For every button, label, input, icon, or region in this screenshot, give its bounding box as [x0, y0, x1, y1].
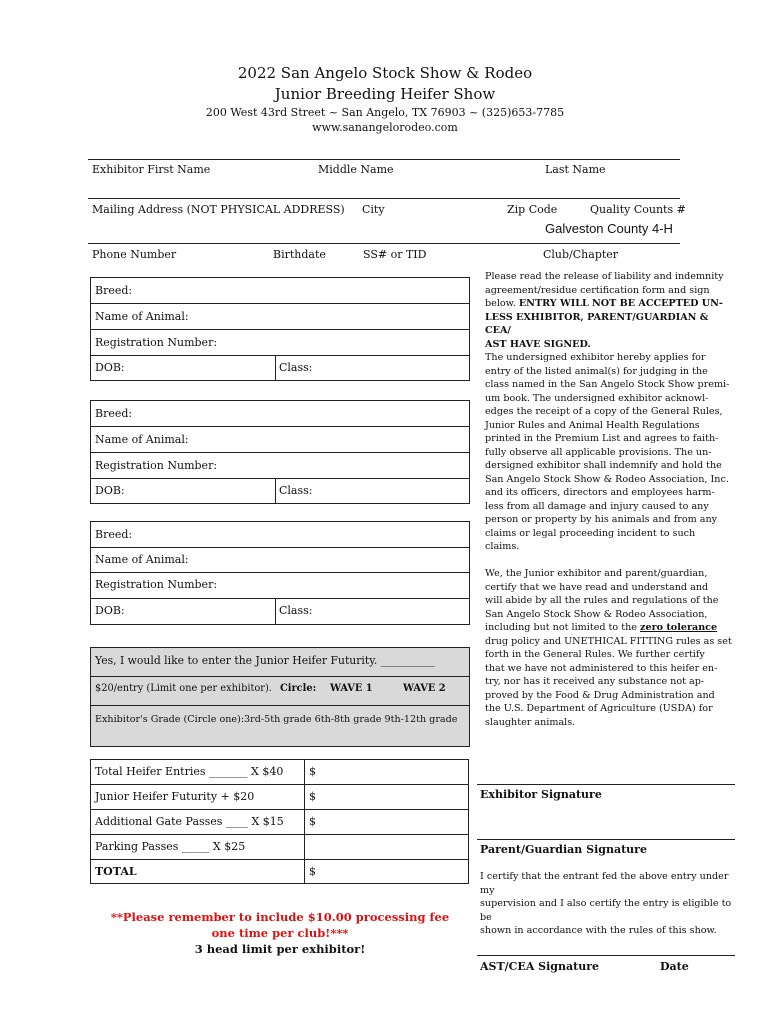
text-line: that we have not administered to this heifer en- [485, 662, 718, 674]
text-line: claims. [485, 541, 520, 552]
text-line: the U.S. Department of Agriculture (USDA) for [485, 703, 713, 714]
text-line: drug policy and UNETHICAL FITTING rules as set [485, 635, 732, 647]
class-label[interactable]: Class: [279, 604, 313, 617]
club-value[interactable]: Galveston County 4-H [545, 221, 673, 236]
first-name-label: Exhibitor First Name [92, 163, 211, 176]
text-line: supervision and I also certify the entry is eligible to be [480, 898, 732, 923]
divider [90, 303, 470, 304]
text-line: AST HAVE SIGNED. [485, 338, 591, 350]
divider [275, 598, 276, 625]
organization-website[interactable]: www.sanangelorodeo.com [312, 121, 458, 134]
club-chapter-label: Club/Chapter [543, 248, 619, 261]
circle-label: Circle: [280, 683, 317, 694]
grade-selection[interactable]: Exhibitor's Grade (Circle one):3rd-5th grade 6th-8th grade 9th-12th grade [95, 714, 458, 725]
mailing-address-label: Mailing Address (NOT PHYSICAL ADDRESS) [92, 203, 345, 216]
reminder-line-2: one time per club!*** [211, 926, 349, 940]
text-line: We, the Junior exhibitor and parent/guardian, [485, 568, 708, 579]
text-line: ENTRY WILL NOT BE ACCEPTED UN- [518, 298, 723, 309]
animal-name-label[interactable]: Name of Animal: [95, 310, 189, 323]
text-line: less from all damage and injury caused to any [485, 500, 709, 512]
divider [90, 355, 470, 356]
text-line: The undersigned exhibitor hereby applies for [485, 352, 706, 363]
release-paragraph-2 [485, 351, 735, 554]
fee-amount[interactable]: $ [309, 790, 316, 803]
divider [304, 759, 305, 884]
wave-1-option[interactable]: WAVE 1 [330, 683, 373, 694]
exhibitor-signature-label: Exhibitor Signature [480, 788, 602, 801]
ast-signature-line[interactable] [477, 955, 735, 956]
divider [90, 705, 470, 706]
text-line: San Angelo Stock Show & Rodeo Association, Inc. [485, 473, 729, 485]
release-paragraph-1 [485, 270, 735, 351]
text-line: edges the receipt of a copy of the General Rules, [485, 406, 723, 417]
form-subtitle: Junior Breeding Heifer Show [274, 85, 496, 103]
fee-label: Junior Heifer Futurity + $20 [95, 790, 255, 803]
total-amount[interactable]: $ [309, 865, 316, 878]
divider [275, 355, 276, 381]
class-label[interactable]: Class: [279, 484, 313, 497]
registration-label[interactable]: Registration Number: [95, 578, 218, 591]
text-line: claims or legal proceeding incident to such [485, 527, 696, 539]
text-line: below. [485, 298, 516, 309]
last-name-label: Last Name [545, 163, 606, 176]
text-line: San Angelo Stock Show & Rodeo Association, [485, 608, 708, 620]
birthdate-label: Birthdate [273, 248, 326, 261]
zero-tolerance-text: zero tolerance [640, 622, 718, 633]
divider [90, 572, 470, 573]
text-line: certify that we have read and understand and [485, 581, 709, 593]
organization-address: 200 West 43rd Street ~ San Angelo, TX 76903 ~ (325)653-7785 [205, 106, 565, 119]
divider [90, 452, 470, 453]
text-line: dersigned exhibitor shall indemnify and hold the [485, 460, 722, 471]
text-line: Please read the release of liability and indemnity [485, 271, 724, 282]
divider [90, 426, 470, 427]
text-line: class named in the San Angelo Stock Show premi- [485, 379, 730, 390]
breed-label[interactable]: Breed: [95, 407, 133, 420]
registration-label[interactable]: Registration Number: [95, 459, 218, 472]
divider [90, 329, 470, 330]
text-line: forth in the General Rules. We further certify [485, 649, 705, 660]
wave-2-option[interactable]: WAVE 2 [403, 683, 446, 694]
name-line[interactable] [88, 159, 680, 160]
text-line: I certify that the entrant fed the above entry under my [480, 871, 729, 896]
text-line: shown in accordance with the rules of this show. [480, 925, 717, 936]
release-paragraph-3 [485, 567, 735, 729]
futurity-fee-text: $20/entry (Limit one per exhibitor). [95, 683, 272, 694]
breed-label[interactable]: Breed: [95, 528, 133, 541]
parent-signature-line[interactable] [477, 839, 735, 840]
form-title: 2022 San Angelo Stock Show & Rodeo [237, 64, 533, 82]
divider [275, 478, 276, 504]
fee-label: Additional Gate Passes ____ X $15 [95, 815, 284, 828]
divider [90, 598, 470, 599]
dob-label[interactable]: DOB: [95, 484, 125, 497]
divider [90, 809, 469, 810]
breed-label[interactable]: Breed: [95, 284, 133, 297]
text-line: person or property by his animals and from any [485, 514, 718, 525]
quality-counts-label: Quality Counts # [590, 203, 686, 216]
fee-amount[interactable]: $ [309, 815, 316, 828]
ast-signature-label: AST/CEA Signature [480, 960, 599, 973]
text-line: slaughter animals. [485, 716, 576, 728]
text-line: and its officers, directors and employees harm- [485, 487, 715, 498]
certification-text [480, 870, 742, 938]
divider [90, 547, 470, 548]
fee-label: Total Heifer Entries _______ X $40 [95, 765, 284, 778]
text-line: entry of the listed animal(s) for judging in the [485, 365, 708, 377]
reminder-line-3: 3 head limit per exhibitor! [194, 942, 366, 956]
zip-code-label: Zip Code [507, 203, 558, 216]
divider [90, 784, 469, 785]
fee-label: Parking Passes _____ X $25 [95, 840, 246, 853]
city-label: City [362, 203, 385, 216]
divider [90, 859, 469, 860]
ss-label: SS# or TID [363, 248, 427, 261]
divider [90, 834, 469, 835]
middle-name-label: Middle Name [318, 163, 394, 176]
text-line: agreement/residue certification form and sign [485, 284, 710, 296]
text-line: LESS EXHIBITOR, PARENT/GUARDIAN & CEA/ [485, 311, 709, 336]
registration-label[interactable]: Registration Number: [95, 336, 218, 349]
text-line: will abide by all the rules and regulations of the [485, 595, 719, 606]
futurity-enter-text[interactable]: Yes, I would like to enter the Junior Heifer Futurity. __________ [95, 654, 435, 667]
total-label: TOTAL [95, 865, 137, 878]
fee-amount[interactable]: $ [309, 765, 316, 778]
text-line: proved by the Food & Drug Administration and [485, 689, 715, 701]
divider [90, 676, 470, 677]
text-line: including but not limited to the [485, 622, 637, 633]
address-line[interactable] [88, 198, 680, 199]
text-line: fully observe all applicable provisions. The un- [485, 446, 712, 458]
divider [90, 478, 470, 479]
reminder-line-1: **Please remember to include $10.00 processing fee [110, 910, 450, 924]
dob-label[interactable]: DOB: [95, 361, 125, 374]
class-label[interactable]: Class: [279, 361, 313, 374]
animal-name-label[interactable]: Name of Animal: [95, 433, 189, 446]
text-line: um book. The undersigned exhibitor acknowl- [485, 392, 709, 404]
animal-name-label[interactable]: Name of Animal: [95, 553, 189, 566]
exhibitor-signature-line[interactable] [477, 784, 735, 785]
parent-signature-label: Parent/Guardian Signature [480, 843, 647, 856]
text-line: Junior Rules and Animal Health Regulations [485, 419, 700, 431]
phone-label: Phone Number [92, 248, 177, 261]
date-label: Date [660, 960, 689, 973]
dob-label[interactable]: DOB: [95, 604, 125, 617]
phone-line[interactable] [88, 243, 680, 244]
text-line: printed in the Premium List and agrees to faith- [485, 433, 719, 444]
text-line: try, nor has it received any substance not ap- [485, 676, 705, 687]
